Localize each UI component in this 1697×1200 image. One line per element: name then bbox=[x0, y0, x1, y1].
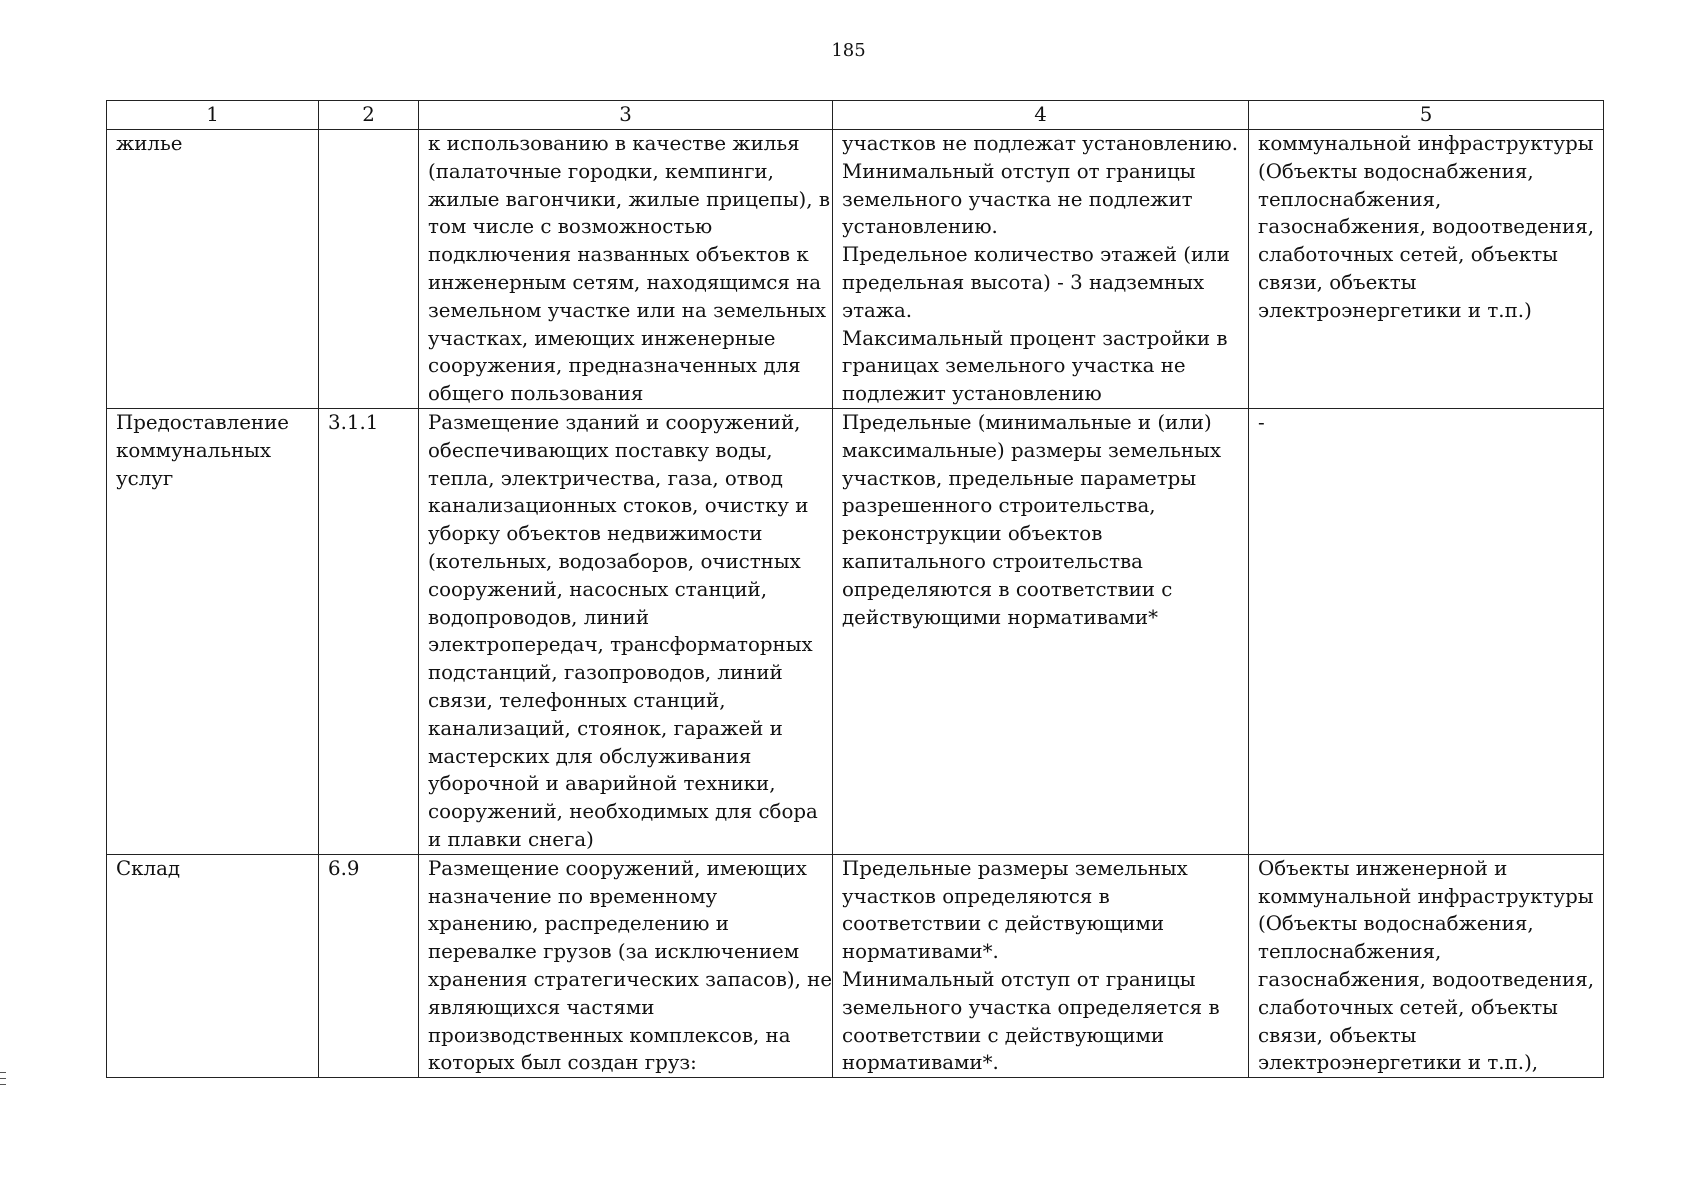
cell-text-line: канализаций, стоянок, гаражей и bbox=[428, 716, 783, 740]
cell-text-line: установлению. bbox=[842, 215, 998, 239]
cell-text-line: канализационных стоков, очистку и bbox=[428, 494, 809, 518]
cell-text-line: связи, объекты bbox=[1258, 1023, 1417, 1047]
cell-text-line: Склад bbox=[116, 856, 181, 880]
column-header-3: 3 bbox=[419, 101, 833, 130]
table-row bbox=[107, 408, 1604, 854]
cell-text-line: реконструкции объектов bbox=[842, 522, 1103, 546]
column-header-5: 5 bbox=[1249, 101, 1604, 130]
cell-text-line: (Объекты водоснабжения, bbox=[1258, 912, 1534, 936]
cell-text-line: Минимальный отступ от границы bbox=[842, 159, 1196, 183]
land-use-description-cell bbox=[419, 854, 833, 1077]
cell-text-line: том числе с возможностью bbox=[428, 215, 713, 239]
construction-parameters-cell bbox=[833, 854, 1249, 1077]
cell-text-line: участков не подлежат установлению. bbox=[842, 132, 1239, 155]
cell-text-line: услуг bbox=[116, 466, 174, 490]
cell-text-line: которых был создан груз: bbox=[428, 1051, 697, 1075]
cell-text-line: обеспечивающих поставку воды, bbox=[428, 438, 773, 462]
cell-text-line: уборочной и аварийной техники, bbox=[428, 772, 776, 796]
cell-text-line: Предельные размеры земельных bbox=[842, 856, 1188, 880]
cell-text-line: 6.9 bbox=[328, 856, 360, 880]
cell-text-line: производственных комплексов, на bbox=[428, 1023, 791, 1047]
cell-text-line: газоснабжения, водоотведения, bbox=[1258, 215, 1595, 239]
cell-text-line: нормативами*. bbox=[842, 940, 999, 964]
cell-text-line: предельная высота) - 3 надземных bbox=[842, 270, 1205, 294]
land-use-name-cell bbox=[107, 130, 319, 409]
cell-text-line: границах земельного участка не bbox=[842, 354, 1186, 378]
cell-text-line: уборку объектов недвижимости bbox=[428, 522, 763, 546]
construction-parameters-cell bbox=[833, 130, 1249, 409]
auxiliary-use-cell bbox=[1249, 408, 1604, 854]
land-use-description-cell bbox=[419, 408, 833, 854]
column-header-4: 4 bbox=[833, 101, 1249, 130]
cell-text-line: (Объекты водоснабжения, bbox=[1258, 159, 1534, 183]
land-use-name-cell bbox=[107, 854, 319, 1077]
cell-text-line: этажа. bbox=[842, 298, 913, 322]
land-use-description-cell bbox=[419, 130, 833, 409]
cell-text-line: к использованию в качестве жилья bbox=[428, 132, 800, 155]
cell-text-line: Объекты инженерной и bbox=[1258, 856, 1508, 880]
cell-text-line: максимальные) размеры земельных bbox=[842, 438, 1222, 462]
cell-text-line: Размещение зданий и сооружений, bbox=[428, 410, 801, 434]
land-use-code-cell bbox=[319, 130, 419, 409]
page-number: 185 bbox=[831, 40, 866, 61]
table-row bbox=[107, 130, 1604, 409]
cell-text-line: участков определяются в bbox=[842, 884, 1110, 908]
cell-text-line: определяются в соответствии с bbox=[842, 577, 1173, 601]
cell-text-line: слаботочных сетей, объекты bbox=[1258, 995, 1558, 1019]
cell-text-line: Максимальный процент застройки в bbox=[842, 326, 1228, 350]
cell-text-line: сооружений, насосных станций, bbox=[428, 577, 768, 601]
cell-text-line: участках, имеющих инженерные bbox=[428, 326, 776, 350]
cell-text-line: теплоснабжения, bbox=[1258, 187, 1442, 211]
cell-text-line: земельного участка определяется в bbox=[842, 995, 1220, 1019]
cell-text-line: Минимальный отступ от границы bbox=[842, 967, 1196, 991]
cell-text-line: (палаточные городки, кемпинги, bbox=[428, 159, 774, 183]
cell-text-line: водопроводов, линий bbox=[428, 605, 650, 629]
cell-text-line: соответствии с действующими bbox=[842, 1023, 1165, 1047]
scan-edge-mark bbox=[0, 1072, 6, 1090]
cell-text-line: являющихся частями bbox=[428, 995, 655, 1019]
cell-text-line: общего пользования bbox=[428, 382, 644, 406]
cell-text-line: электроэнергетики и т.п.), bbox=[1258, 1051, 1539, 1075]
cell-text-line: хранения стратегических запасов), не bbox=[428, 967, 833, 991]
cell-text-line: соответствии с действующими bbox=[842, 912, 1165, 936]
land-use-name-cell bbox=[107, 408, 319, 854]
regulations-table bbox=[106, 100, 1604, 1078]
cell-text-line: 3.1.1 bbox=[328, 410, 379, 434]
table-header-row bbox=[107, 101, 1604, 130]
cell-text-line: жилые вагончики, жилые прицепы), в bbox=[428, 187, 830, 211]
cell-text-line: коммунальной инфраструктуры bbox=[1258, 132, 1594, 155]
cell-text-line: мастерских для обслуживания bbox=[428, 744, 752, 768]
cell-text-line: сооружений, необходимых для сбора bbox=[428, 800, 818, 824]
cell-text-line: и плавки снега) bbox=[428, 827, 594, 851]
cell-text-line: назначение по временному bbox=[428, 884, 718, 908]
cell-text-line: сооружения, предназначенных для bbox=[428, 354, 801, 378]
table-row bbox=[107, 854, 1604, 1077]
cell-text-line: слаботочных сетей, объекты bbox=[1258, 243, 1558, 267]
column-header-1: 1 bbox=[107, 101, 319, 130]
cell-text-line: Предельные (минимальные и (или) bbox=[842, 410, 1212, 434]
cell-text-line: теплоснабжения, bbox=[1258, 940, 1442, 964]
cell-text-line: связи, объекты bbox=[1258, 270, 1417, 294]
cell-text-line: действующими нормативами* bbox=[842, 605, 1158, 629]
cell-text-line: коммунальной инфраструктуры bbox=[1258, 884, 1594, 908]
cell-text-line: инженерным сетям, находящимся на bbox=[428, 270, 822, 294]
land-use-code-cell bbox=[319, 408, 419, 854]
cell-text-line: - bbox=[1258, 410, 1265, 434]
cell-text-line: подстанций, газопроводов, линий bbox=[428, 661, 783, 685]
cell-text-line: Предоставление bbox=[116, 410, 290, 434]
cell-text-line: участков, предельные параметры bbox=[842, 466, 1197, 490]
cell-text-line: электроэнергетики и т.п.) bbox=[1258, 298, 1532, 322]
cell-text-line: земельного участка не подлежит bbox=[842, 187, 1193, 211]
cell-text-line: подключения названных объектов к bbox=[428, 243, 809, 267]
cell-text-line: связи, телефонных станций, bbox=[428, 688, 726, 712]
cell-text-line: перевалке грузов (за исключением bbox=[428, 940, 800, 964]
cell-text-line: электропередач, трансформаторных bbox=[428, 633, 813, 657]
cell-text-line: нормативами*. bbox=[842, 1051, 999, 1075]
cell-text-line: коммунальных bbox=[116, 438, 272, 462]
cell-text-line: жилье bbox=[116, 132, 183, 155]
cell-text-line: капитального строительства bbox=[842, 549, 1143, 573]
cell-text-line: разрешенного строительства, bbox=[842, 494, 1156, 518]
cell-text-line: земельном участке или на земельных bbox=[428, 298, 827, 322]
construction-parameters-cell bbox=[833, 408, 1249, 854]
cell-text-line: газоснабжения, водоотведения, bbox=[1258, 967, 1595, 991]
column-header-2: 2 bbox=[319, 101, 419, 130]
land-use-code-cell bbox=[319, 854, 419, 1077]
cell-text-line: хранению, распределению и bbox=[428, 912, 729, 936]
cell-text-line: тепла, электричества, газа, отвод bbox=[428, 466, 783, 490]
cell-text-line: (котельных, водозаборов, очистных bbox=[428, 549, 801, 573]
cell-text-line: Размещение сооружений, имеющих bbox=[428, 856, 807, 880]
cell-text-line: Предельное количество этажей (или bbox=[842, 243, 1230, 267]
auxiliary-use-cell bbox=[1249, 130, 1604, 409]
cell-text-line: подлежит установлению bbox=[842, 382, 1102, 406]
auxiliary-use-cell bbox=[1249, 854, 1604, 1077]
